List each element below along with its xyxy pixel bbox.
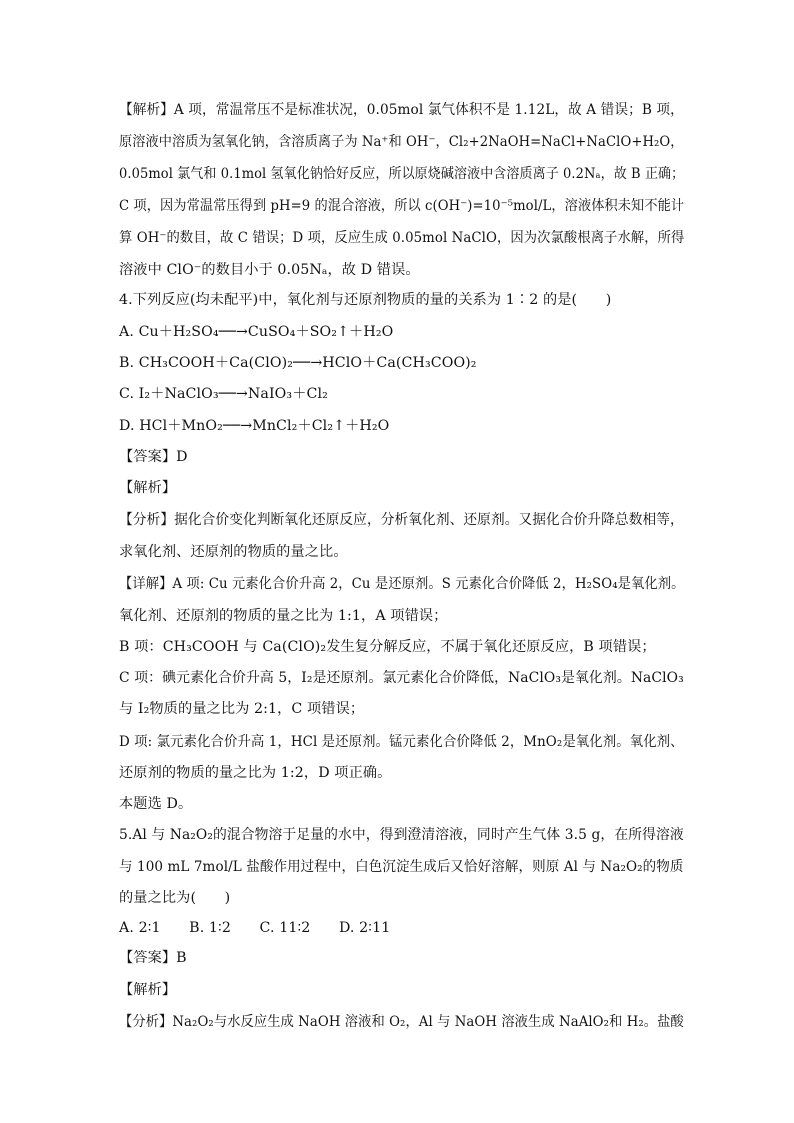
text-line: C 项，因为常温常压得到 pH=9 的混合溶液，所以 c(OH⁻)=10⁻⁵mol/L，溶液体积未知不能计 (119, 198, 685, 214)
text-line: 与 100 mL 7mol/L 盐酸作用过程中，白色沉淀生成后又恰好溶解，则原 Al 与 Na₂O₂的物质 (119, 859, 684, 875)
text-line: 【分析】Na₂O₂与水反应生成 NaOH 溶液和 O₂，Al 与 NaOH 溶液生成 NaAlO₂和 H₂。盐酸 (119, 1014, 684, 1030)
text-line: 氧化剂、还原剂的物质的量之比为 1:1，A 项错误； (119, 608, 448, 624)
text-line: 【分析】据化合价变化判断氧化还原反应，分析氧化剂、还原剂。又据化合价升降总数相等， (119, 512, 684, 528)
option-d: D. HCl＋MnO₂──→MnCl₂＋Cl₂↑＋H₂O (119, 418, 390, 434)
analysis-heading: 【解析】 (119, 480, 177, 496)
question-4-stem: 4.下列反应(均未配平)中，氧化剂与还原剂物质的量的关系为 1∶2 的是( ) (119, 292, 612, 308)
options-line: A. 2∶1 B. 1∶2 C. 11∶2 D. 2∶11 (119, 920, 391, 936)
text-line: 0.05mol 氯气和 0.1mol 氢氧化钠恰好反应，所以原烧碱溶液中含溶质离子 0.2Nₐ，故 B 正确； (119, 166, 685, 182)
text-line: 【解析】A 项，常温常压不是标准状况，0.05mol 氯气体积不是 1.12L，故 A 错误；B 项， (119, 102, 684, 118)
text-line: 本题选 D。 (119, 796, 193, 812)
option-a: A. Cu＋H₂SO₄──→CuSO₄＋SO₂↑＋H₂O (119, 324, 394, 340)
text-line: D 项: 氯元素化合价升高 1，HCl 是还原剂。锰元素化合价降低 2，MnO₂是氧化剂。氧化剂、 (119, 734, 684, 750)
answer-line: 【答案】D (119, 449, 188, 465)
option-b: B. CH₃COOH＋Ca(ClO)₂──→HClO＋Ca(CH₃COO)₂ (119, 355, 477, 371)
analysis-heading: 【解析】 (119, 982, 177, 998)
text-line: C 项：碘元素化合价升高 5，I₂是还原剂。氯元素化合价降低，NaClO₃是氧化剂。NaClO₃ (119, 670, 684, 686)
text-line: 原溶液中溶质为氢氧化钠，含溶质离子为 Na⁺和 OH⁻，Cl₂+2NaOH=NaCl+NaClO+H₂O， (119, 134, 684, 150)
text-line: 【详解】A 项: Cu 元素化合价升高 2，Cu 是还原剂。S 元素化合价降低 2，H₂SO₄是氧化剂。 (119, 576, 685, 592)
option-c: C. I₂＋NaClO₃──→NaIO₃＋Cl₂ (119, 386, 328, 402)
question-5-stem: 5.Al 与 Na₂O₂的混合物溶于足量的水中，得到澄清溶液，同时产生气体 3.5 g，在所得溶液 (119, 827, 684, 843)
text-line: 溶液中 ClO⁻的数目小于 0.05Nₐ，故 D 错误。 (119, 262, 420, 278)
text-line: 求氧化剂、还原剂的物质的量之比。 (119, 544, 348, 560)
answer-line: 【答案】B (119, 950, 187, 966)
text-line: 的量之比为( ) (119, 890, 231, 906)
text-line: 还原剂的物质的量之比为 1:2，D 项正确。 (119, 765, 392, 781)
text-line: B 项：CH₃COOH 与 Ca(ClO)₂发生复分解反应，不属于氧化还原反应，B 项错误； (119, 639, 656, 655)
text-line: 与 I₂物质的量之比为 2:1，C 项错误； (119, 701, 365, 717)
text-line: 算 OH⁻的数目，故 C 错误；D 项，反应生成 0.05mol NaClO，因为次氯酸根离子水解，所得 (119, 230, 685, 246)
